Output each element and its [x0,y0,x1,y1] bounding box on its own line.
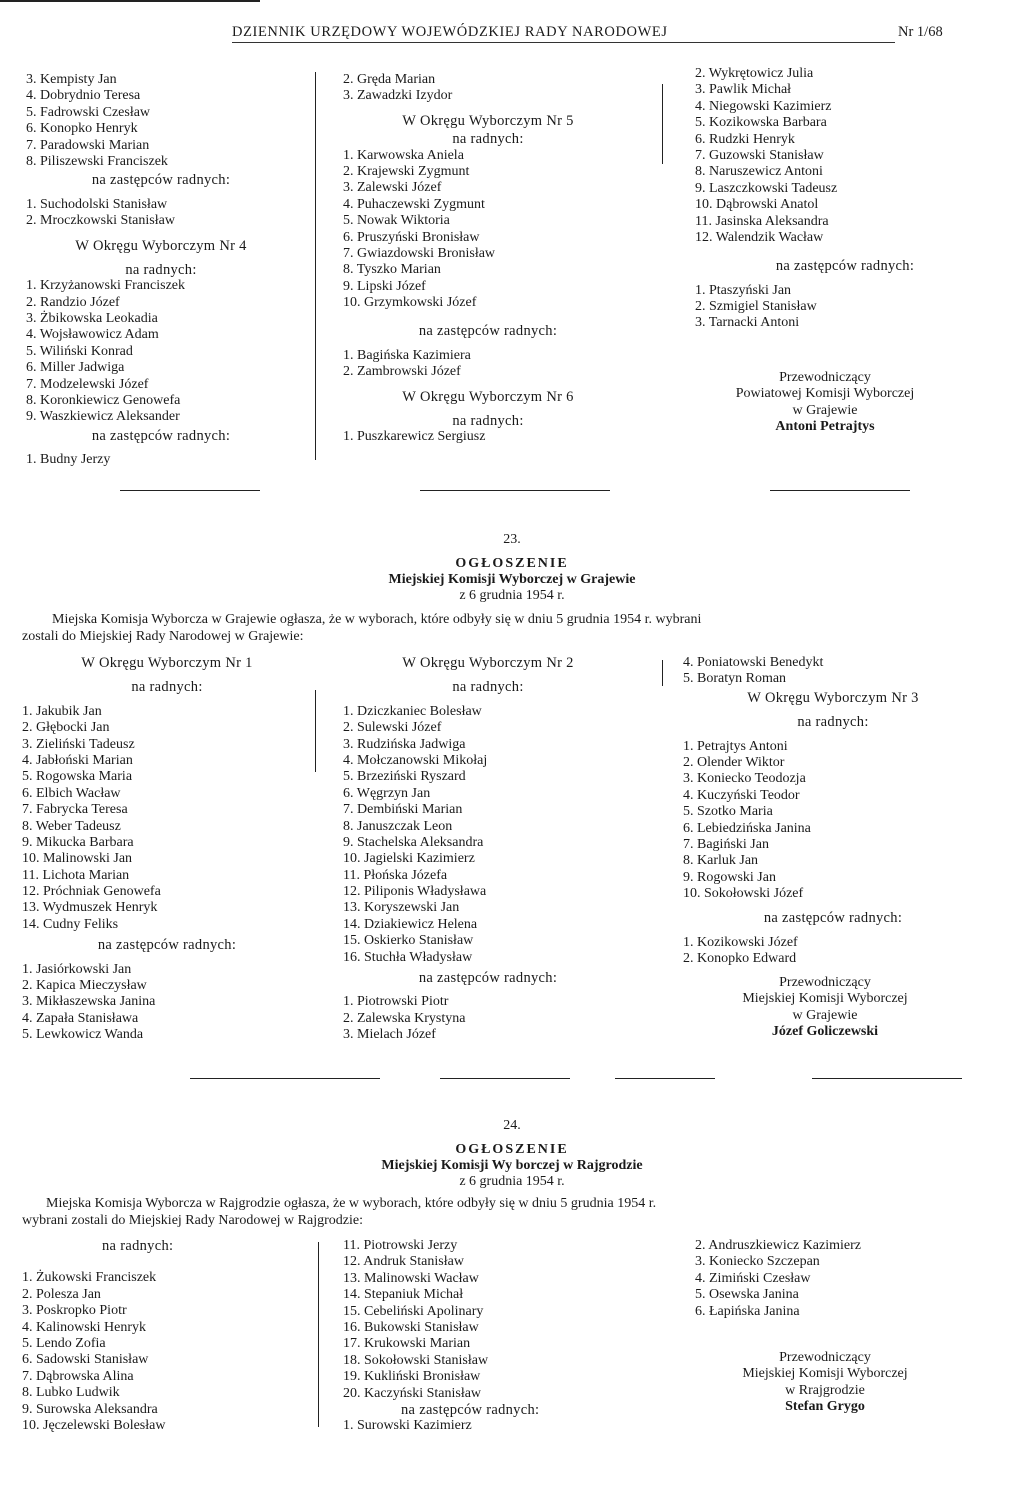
list-item: 7. Modzelewski Józef [26,376,149,392]
section-heading: na zastępców radnych: [418,323,558,340]
list-item: 6. Łapińska Janina [695,1303,800,1319]
signature-role: w Grajewie [792,402,858,418]
list-item: 4. Zapała Stanisława [22,1010,139,1026]
list-item: 16. Stuchła Władysław [343,949,473,965]
list-item: 19. Kukliński Bronisław [343,1369,481,1385]
list-item: 2. Randzio Józef [26,294,120,310]
list-item: 4. Jabłoński Marian [22,752,133,768]
list-item: 13. Malinowski Wacław [343,1270,479,1286]
list-item: 11. Jasinska Aleksandra [695,213,829,229]
list-item: 3. Koniecko Teodozja [683,771,806,787]
list-item: 9. Mikucka Barbara [22,834,134,850]
list-item: 9. Laszczkowski Tadeusz [695,180,838,196]
signature-role: Miejskiej Komisji Wyborczej [742,1366,908,1382]
signature-role: w Grajewie [792,1007,858,1023]
list-item: 2. Kapica Mieczysław [22,978,147,994]
list-item: 5. Rogowska Maria [22,769,133,785]
list-item: 4. Mołczanowski Mikołaj [343,752,488,768]
list-item: 4. Kuczyński Teodor [683,787,800,803]
list-item: 9. Rogowski Jan [683,869,776,885]
list-item: 7. Dąbrowska Alina [22,1368,134,1384]
a24-column-1 [22,1238,312,1434]
section-heading: na radnych: [452,413,524,430]
district-heading: W Okręgu Wyborczym Nr 6 [402,388,574,405]
list-item: 10. Jęczelewski Bolesław [22,1417,166,1433]
district-heading: W Okręgu Wyborczym Nr 2 [402,655,574,671]
list-item: 5. Szotko Maria [683,804,773,820]
list-item: 2. Mroczkowski Stanisław [26,213,175,229]
intro-line: Miejska Komisja Wyborcza w Rajgrodzie ogłasza, że w wyborach, które odbyły się w dniu 5 grudnia 1954 r. [46,1196,657,1211]
list-item: 1. Kozikowski Józef [683,934,798,950]
list-item: 3. Mikłaszewska Janina [22,994,156,1010]
list-item: 6. Rudzki Henryk [695,131,795,147]
list-item: 2. Gręda Marian [343,72,436,87]
list-item: 5. Kozikowska Barbara [695,115,827,131]
list-item: 2. Krajewski Zygmunt [343,163,470,179]
list-item: 8. Tyszko Marian [343,262,441,278]
a23-column-1 [22,655,312,1044]
list-item: 6. Sadowski Stanisław [22,1352,149,1368]
signature-name: Stefan Grygo [785,1399,865,1415]
list-item: 4. Dobrydnio Teresa [26,88,141,104]
list-item: 10. Dąbrowski Anatol [695,197,819,213]
list-item: 1. Żukowski Franciszek [22,1270,157,1286]
list-item: 5. Lendo Zofia [22,1335,106,1351]
list-item: 17. Krukowski Marian [343,1336,471,1352]
section-divider [812,1078,962,1079]
column-divider [662,660,663,686]
list-item: 10. Grzymkowski Józef [343,295,477,311]
section-heading: na radnych: [102,1238,174,1254]
list-item: 15. Cebeliński Apolinary [343,1303,484,1319]
list-item: 4. Niegowski Kazimierz [695,98,832,114]
list-item: 16. Bukowski Stanisław [343,1319,479,1335]
signature-role: Przewodniczący [779,1350,871,1365]
list-item: 3. Tarnacki Antoni [695,315,800,331]
a23-column-2 [343,655,633,1044]
list-item: 1. Bagińska Kazimiera [343,347,471,363]
list-item: 7. Dembiński Marian [343,802,463,818]
a24-column-3 [695,1238,995,1320]
top-column-3 [695,66,995,332]
list-item: 8. Karluk Jan [683,853,759,869]
list-item: 11. Piotrowski Jerzy [343,1238,458,1253]
issue-number: Nr 1/68 [898,24,943,40]
list-item: 2. Zalewska Krystyna [343,1010,466,1026]
list-item: 1. Jakubik Jan [22,703,102,719]
list-item: 15. Oskierko Stanisław [343,933,474,949]
list-item: 1. Suchodolski Stanisław [26,196,168,212]
list-item: 9. Surowska Aleksandra [22,1401,158,1417]
announcement-title: OGŁOSZENIE [455,556,569,571]
list-item: 8. Piliszewski Franciszek [26,153,168,169]
list-item: 7. Guzowski Stanisław [695,147,824,163]
list-item: 7. Fabrycka Teresa [22,802,128,818]
signature-block [690,1350,960,1416]
section-heading: na radnych: [797,714,869,731]
section-heading: na zastępców radnych: [763,910,903,927]
signature-name: Józef Goliczewski [771,1024,879,1040]
list-item: 13. Koryszewski Jan [343,900,460,916]
section-heading: na zastępców radnych: [401,1401,540,1418]
list-item: 1. Karwowska Aniela [343,147,464,163]
district-heading: W Okręgu Wyborczym Nr 4 [75,237,247,254]
list-item: 1. Krzyżanowski Franciszek [26,278,186,294]
announcement-date: z 6 grudnia 1954 r. [459,588,565,603]
announcement-subtitle: Miejskiej Komisji Wy borczej w Rajgrodzie [381,1158,643,1173]
list-item: 2. Głębocki Jan [22,720,110,736]
list-item: 3. Zalewski Józef [343,180,442,196]
list-item: 12. Andruk Stanisław [343,1254,464,1270]
list-item: 9. Lipski Józef [343,278,426,294]
list-item: 3. Kempisty Jan [26,72,117,87]
list-item: 1. Jasiórkowski Jan [22,961,132,977]
list-item: 1. Budny Jerzy [26,452,111,468]
list-item: 10. Sokołowski Józef [683,886,804,902]
list-item: 3. Zawadzki Izydor [343,88,453,104]
list-item: 3. Pawlik Michał [695,82,792,98]
list-item: 5. Fadrowski Czesław [26,104,151,120]
list-item: 1. Surowski Kazimierz [343,1418,472,1434]
signature-role: Przewodniczący [779,975,871,990]
a24-column-2 [343,1238,633,1435]
list-item: 3. Koniecko Szczepan [695,1254,820,1270]
section-divider [190,1078,380,1079]
announcement-number: 23. [503,532,521,547]
section-divider [440,1078,570,1079]
header-rule [232,42,895,43]
intro-line: zostali do Miejskiej Rady Narodowej w Grajewie: [22,629,304,644]
announcement-date: z 6 grudnia 1954 r. [459,1174,565,1189]
column-divider [315,72,316,460]
list-item: 3. Rudzińska Jadwiga [343,736,466,752]
list-item: 2. Andruszkiewicz Kazimierz [695,1238,861,1253]
section-heading: na zastępców radnych: [91,427,231,444]
list-item: 7. Gwiazdowski Bronisław [343,245,496,261]
list-item: 6. Miller Jadwiga [26,360,125,376]
section-heading: na zastępców radnych: [418,970,558,987]
list-item: 5. Nowak Wiktoria [343,213,450,229]
list-item: 5. Lewkowicz Wanda [22,1027,144,1043]
list-item: 11. Lichota Marian [22,867,130,883]
list-item: 5. Wiliński Konrad [26,343,133,359]
list-item: 1. Ptaszyński Jan [695,282,792,298]
signature-name: Antoni Petrajtys [775,419,875,435]
list-item: 3. Mielach Józef [343,1027,436,1043]
list-item: 14. Cudny Feliks [22,916,119,932]
section-heading: na radnych: [131,679,203,696]
list-item: 12. Próchniak Genowefa [22,884,161,900]
a23-column-3 [683,655,983,968]
district-heading: W Okręgu Wyborczym Nr 1 [81,655,253,671]
list-item: 12. Piliponis Władysława [343,884,487,900]
list-item: 4. Poniatowski Benedykt [683,655,824,670]
section-heading: na radnych: [452,679,524,696]
section-heading: na radnych: [125,261,197,278]
list-item: 1. Petrajtys Antoni [683,738,788,754]
page-header [0,0,1024,48]
announcement-subtitle: Miejskiej Komisji Wyborczej w Grajewie [388,572,636,587]
list-item: 11. Płońska Józefa [343,867,448,883]
list-item: 3. Zieliński Tadeusz [22,736,135,752]
signature-block [690,975,960,1041]
list-item: 14. Stepaniuk Michał [343,1287,464,1303]
section-heading: na zastępców radnych: [97,937,237,954]
list-item: 5. Boratyn Roman [683,671,787,687]
list-item: 3. Poskropko Piotr [22,1303,127,1319]
list-item: 4. Wojsławowicz Adam [26,327,159,343]
signature-role: Miejskiej Komisji Wyborczej [742,991,908,1007]
district-heading: W Okręgu Wyborczym Nr 5 [402,112,574,129]
list-item: 8. Weber Tadeusz [22,818,121,834]
list-item: 2. Zambrowski Józef [343,364,461,380]
list-item: 2. Szmigiel Stanisław [695,299,817,315]
list-item: 6. Węgrzyn Jan [343,785,431,801]
list-item: 20. Kaczyński Stanisław [343,1385,482,1401]
list-item: 8. Koronkiewicz Genowefa [26,393,181,409]
list-item: 2. Wykrętowicz Julia [695,66,814,81]
list-item: 5. Brzeziński Ryszard [343,769,466,785]
list-item: 10. Malinowski Jan [22,851,133,867]
column-divider [315,690,316,772]
section-divider [770,490,910,491]
list-item: 2. Konopko Edward [683,951,797,967]
list-item: 2. Sulewski Józef [343,720,442,736]
top-column-1 [26,72,296,469]
top-rule [0,0,260,2]
announcement-number: 24. [503,1118,521,1133]
signature-role: Przewodniczący [779,370,871,385]
list-item: 8. Lubko Ludwik [22,1385,120,1401]
signature-role: Powiatowej Komisji Wyborczej [735,386,915,402]
intro-line: wybrani zostali do Miejskiej Rady Narodowej w Rajgrodzie: [22,1213,363,1228]
list-item: 7. Bagiński Jan [683,836,769,852]
list-item: 3. Żbikowska Leokadia [26,311,158,327]
list-item: 1. Piotrowski Piotr [343,994,449,1010]
column-divider [318,1242,319,1427]
section-heading: na zastępców radnych: [775,258,915,275]
list-item: 18. Sokołowski Stanisław [343,1352,489,1368]
list-item: 4. Puhaczewski Zygmunt [343,196,485,212]
announcement-title: OGŁOSZENIE [455,1142,569,1157]
list-item: 10. Jagielski Kazimierz [343,851,475,867]
list-item: 6. Elbich Wacław [22,785,121,801]
section-heading: na radnych: [452,131,524,148]
list-item: 4. Kalinowski Henryk [22,1319,147,1335]
list-item: 9. Waszkiewicz Aleksander [26,409,180,425]
signature-block [690,370,960,436]
list-item: 6. Pruszyński Bronisław [343,229,480,245]
section-divider [420,490,610,491]
list-item: 13. Wydmuszek Henryk [22,900,158,916]
list-item: 8. Naruszewicz Antoni [695,164,823,180]
list-item: 12. Walendzik Wacław [695,229,824,245]
list-item: 4. Zimiński Czesław [695,1270,811,1286]
list-item: 6. Konopko Henryk [26,121,138,137]
intro-line: Miejska Komisja Wyborcza w Grajewie ogłasza, że w wyborach, które odbyły się w dniu 5 grudnia 1954 r. wybrani [52,612,702,627]
list-item: 5. Osewska Janina [695,1287,799,1303]
list-item: 8. Januszczak Leon [343,818,453,834]
section-divider [120,490,260,491]
list-item: 9. Stachelska Aleksandra [343,834,484,850]
list-item: 1. Puszkarewicz Sergiusz [343,429,486,445]
column-divider [662,84,663,164]
list-item: 2. Olender Wiktor [683,754,785,770]
top-column-2 [343,72,633,446]
list-item: 7. Paradowski Marian [26,137,150,153]
section-divider [615,1078,715,1079]
section-heading: na zastępców radnych: [91,172,231,189]
list-item: 2. Polesza Jan [22,1286,101,1302]
list-item: 14. Dziakiewicz Helena [343,916,478,932]
district-heading: W Okręgu Wyborczym Nr 3 [747,689,919,706]
list-item: 1. Dziczkaniec Bolesław [343,703,482,719]
list-item: 6. Lebiedzińska Janina [683,820,811,836]
journal-title: DZIENNIK URZĘDOWY WOJEWÓDZKIEJ RADY NARODOWEJ [232,24,668,40]
signature-role: w Rrajgrodzie [785,1382,865,1398]
